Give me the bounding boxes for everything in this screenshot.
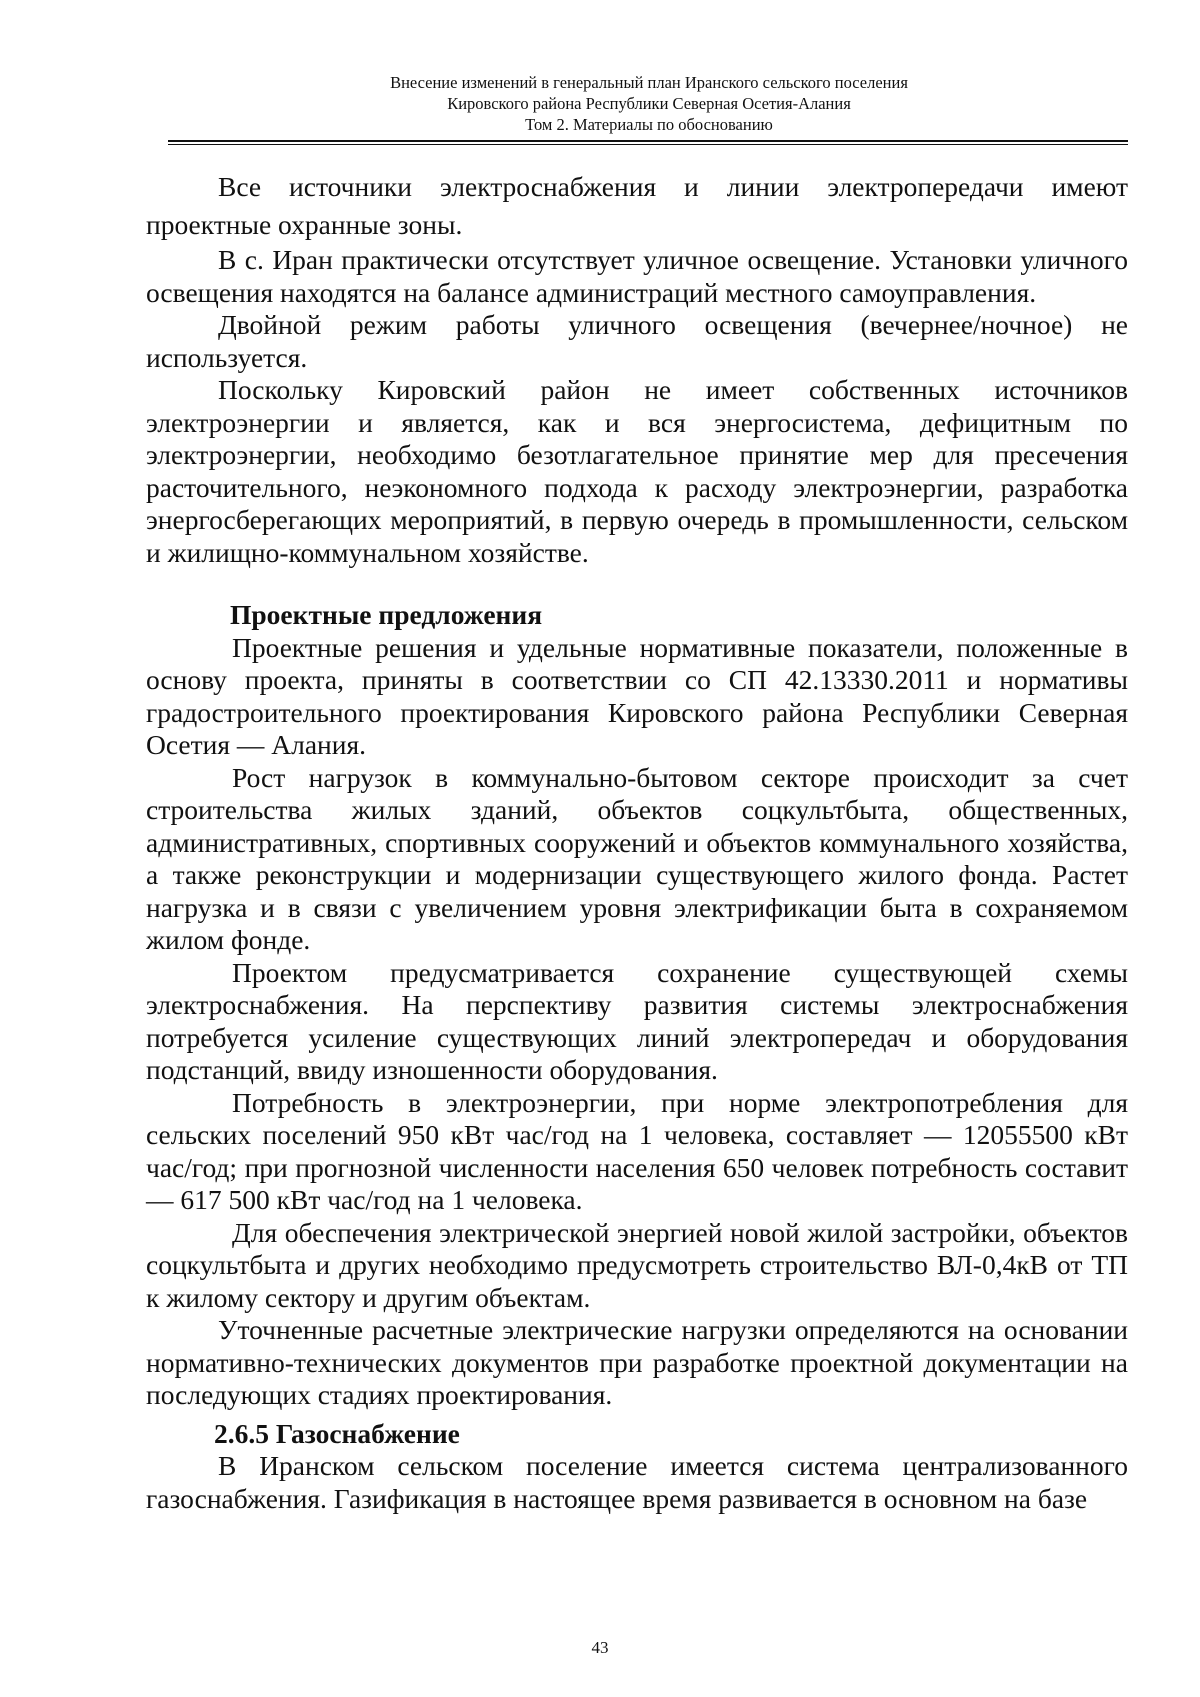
header-line-1: Внесение изменений в генеральный план Иранского сельского поселения [390, 73, 908, 92]
paragraph-project-decisions: Проектные решения и удельные нормативные показатели, положенные в основу проекта, приняты в соответствии со СП 42.13330.2011 и нормативы градостроительного проектирования Кировского района Республики Северная Осетия — Алания. [146, 631, 1128, 760]
paragraph-load-growth: Рост нагрузок в коммунально-бытовом секторе происходит за счет строительства жилых зданий, объектов соцкультбыта, общественных, административных, спортивных сооружений и объектов коммунального хозяйства, а также реконструкции и модернизации существующего жилого фонда. Растет нагрузка и в связи с увеличением уровня электрификации быта в сохраняемом жилом фонде. [146, 761, 1128, 955]
header-line-2: Кировского района Республики Северная Осетия-Алания [447, 94, 851, 113]
paragraph-protection-zones: Все источники электроснабжения и линии электропередачи имеют проектные охранные зоны. [146, 171, 1128, 240]
paragraph-gas-system: В Иранском сельском поселение имеется система централизованного газоснабжения. Газификация в настоящее время развивается в основном на базе [146, 1450, 1128, 1514]
paragraph-calculated-loads: Уточненные расчетные электрические нагрузки определяются на основании нормативно-технических документов при разработке проектной документации на последующих стадиях проектирования. [146, 1314, 1128, 1410]
paragraph-energy-demand: Потребность в электроэнергии, при норме электропотребления для сельских поселений 950 кВт час/год на 1 человека, составляет — 12055500 кВт час/год; при прогнозной численности населения 650 человек потребность составит — 617 500 кВт час/год на 1 человека. [146, 1086, 1128, 1215]
paragraph-new-construction: Для обеспечения электрической энергией новой жилой застройки, объектов соцкультбыта и других необходимо предусмотреть строительство ВЛ-0,4кВ от ТП к жилому сектору и другим объектам. [146, 1216, 1128, 1313]
paragraph-energy-deficit: Поскольку Кировский район не имеет собственных источников электроэнергии и является, как и вся энергосистема, дефицитным по электроэнергии, необходимо безотлагательное принятие мер для пресечения расточительного, неэкономного подхода к расходу электроэнергии, разработка энергосберегающих мероприятий, в первую очередь в промышленности, сельском и жилищно-коммунальном хозяйстве. [146, 374, 1128, 568]
header-rule-thick [168, 140, 1128, 142]
paragraph-street-lighting: В с. Иран практически отсутствует уличное освещение. Установки уличного освещения находятся на балансе администраций местного самоуправления. [146, 244, 1128, 308]
header-rule-thin [168, 144, 1128, 145]
page-content [146, 168, 1128, 1515]
page-number: 43 [591, 1638, 609, 1657]
running-header [170, 72, 1128, 135]
header-line-3: Том 2. Материалы по обоснованию [525, 115, 773, 134]
heading-gas-supply: 2.6.5 Газоснабжение [214, 1417, 460, 1449]
heading-project-proposals: Проектные предложения [230, 599, 543, 630]
paragraph-lighting-mode: Двойной режим работы уличного освещения (вечернее/ночное) не используется. [146, 309, 1128, 373]
paragraph-supply-scheme: Проектом предусматривается сохранение существующей схемы электроснабжения. На перспективу развития системы электроснабжения потребуется усиление существующих линий электропередач и оборудования подстанций, ввиду изношенности оборудования. [146, 956, 1128, 1085]
